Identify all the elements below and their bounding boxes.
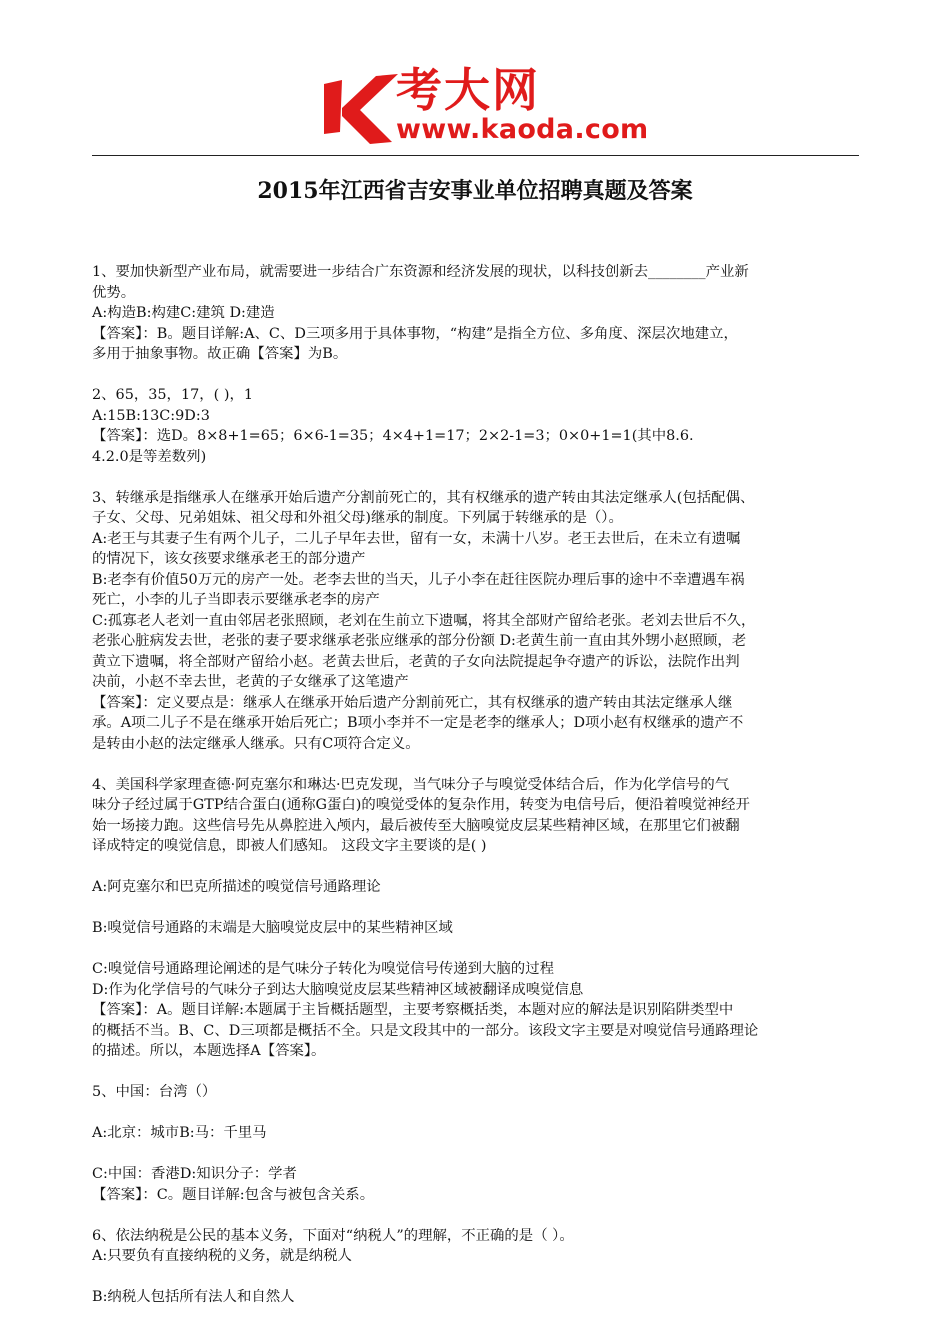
text-line: A:老王与其妻子生有两个儿子，二儿子早年去世，留有一女，未满十八岁。老王去世后，在未立有遗嘱: [92, 530, 741, 547]
text-line: 多用于抽象事物。故正确【答案】为B。: [92, 346, 348, 362]
header-divider: [92, 155, 859, 156]
text-line: A:15B:13C:9D:3: [92, 407, 210, 424]
text-line: 优势。: [92, 284, 136, 301]
text-line: C:嗅觉信号通路理论阐述的是气味分子转化为嗅觉信号传递到大脑的过程: [92, 961, 554, 977]
text-line: 【答案】：选D。8×8+1=65；6×6-1=35；4×4+1=17；2×2-1=3；0×0+1=1(其中8.6.: [92, 428, 694, 444]
text-line: 死亡，小李的儿子当即表示要继承老李的房产: [92, 592, 380, 608]
text-line: 【答案】：B。题目详解:A、C、D三项多用于具体事物，“构建”是指全方位、多角度、深层次地建立，: [92, 325, 738, 342]
text-line: A:只要负有直接纳税的义务，就是纳税人: [92, 1248, 352, 1264]
blank-line: [92, 1205, 862, 1226]
text-line: 子女、父母、兄弟姐妹、祖父母和外祖父母)继承的制度。下列属于转继承的是（）。: [92, 510, 623, 526]
text-line: B:老李有价值50万元的房产一处。老李去世的当天，儿子小李在赶往医院办理后事的途中不幸遭遇车祸: [92, 571, 745, 588]
text-line: 的情况下，该女孩要求继承老王的部分遗产: [92, 551, 366, 567]
text-line: 承。A项二儿子不是在继承开始后死亡；B项小李并不一定是老李的继承人；D项小赵有权继承的遗产不: [92, 715, 744, 731]
text-line: 黄立下遗嘱，将全部财产留给小赵。老黄去世后，老黄的子女向法院提起争夺遗产的诉讼，法院作出判: [92, 653, 740, 670]
blank-line: [92, 1103, 862, 1124]
logo-url-text: www.kaoda.com: [396, 114, 649, 145]
text-line: B:纳税人包括所有法人和自然人: [92, 1289, 295, 1305]
blank-line: [92, 1144, 862, 1165]
text-line: 译成特定的嗅觉信息，即被人们感知。 这段文字主要谈的是( ): [92, 838, 487, 854]
text-line: 6、依法纳税是公民的基本义务，下面对“纳税人”的理解，不正确的是（ ）。: [92, 1227, 574, 1244]
text-line: 老张心脏病发去世，老张的妻子要求继承老张应继承的部分份额 D:老黄生前一直由其外甥小赵照顾，老: [92, 633, 747, 649]
text-line: A:构造B:构建C:建筑 D:建造: [92, 305, 275, 321]
text-line: 4.2.0是等差数列): [92, 448, 207, 465]
text-line: 【答案】：定义要点是：继承人在继承开始后遗产分割前死亡，其有权继承的遗产转由其法定继承人继: [92, 694, 733, 711]
blank-line: [92, 754, 862, 775]
blank-line: [92, 467, 862, 488]
document-body: [92, 262, 862, 1308]
blank-line: [92, 898, 862, 919]
blank-line: [92, 857, 862, 878]
text-line: 3、转继承是指继承人在继承开始后遗产分割前死亡的，其有权继承的遗产转由其法定继承人(包括配偶、: [92, 489, 755, 506]
text-line: 是转由小赵的法定继承人继承。只有C项符合定义。: [92, 735, 420, 752]
logo-chinese-text: 考大网: [396, 63, 540, 117]
k-logo-icon: [318, 62, 408, 148]
text-line: A:北京：城市B:马：千里马: [92, 1125, 267, 1141]
text-line: 的描述。所以，本题选择A【答案】。: [92, 1043, 326, 1059]
text-line: 决前，小赵不幸去世，老黄的子女继承了这笔遗产: [92, 674, 409, 690]
text-line: 【答案】：A。题目详解:本题属于主旨概括题型，主要考察概括类，本题对应的解法是识别陷阱类型中: [92, 1002, 734, 1018]
text-line: 味分子经过属于GTP结合蛋白(通称G蛋白)的嗅觉受体的复杂作用，转变为电信号后，便沿着嗅觉神经开: [92, 797, 750, 813]
text-line: 2、65，35，17，( )，1: [92, 387, 254, 403]
blank-line: [92, 939, 862, 960]
text-line: 的概括不当。B、C、D三项都是概括不全。只是文段其中的一部分。该段文字主要是对嗅觉信号通路理论: [92, 1022, 759, 1039]
text-line: A:阿克塞尔和巴克所描述的嗅觉信号通路理论: [92, 879, 381, 895]
text-line: D:作为化学信号的气味分子到达大脑嗅觉皮层某些精神区域被翻译成嗅觉信息: [92, 981, 584, 998]
text-line: 5、中国：台湾（）: [92, 1084, 217, 1100]
text-line: B:嗅觉信号通路的末端是大脑嗅觉皮层中的某些精神区域: [92, 920, 453, 936]
blank-line: [92, 1267, 862, 1288]
text-line: 1、要加快新型产业布局，就需要进一步结合广东资源和经济发展的现状，以科技创新去________产业新: [92, 264, 749, 280]
blank-line: [92, 1062, 862, 1083]
text-line: 始一场接力跑。这些信号先从鼻腔进入颅内，最后被传至大脑嗅觉皮层某些精神区域，在那里它们被翻: [92, 817, 740, 834]
text-line: C:孤寡老人老刘一直由邻居老张照顾，老刘在生前立下遗嘱，将其全部财产留给老张。老刘去世后不久，: [92, 612, 756, 629]
text-line: 【答案】：C。题目详解:包含与被包含关系。: [92, 1186, 375, 1203]
text-line: 4、美国科学家理查德·阿克塞尔和琳达·巴克发现，当气味分子与嗅觉受体结合后，作为化学信号的气: [92, 776, 730, 793]
site-logo[interactable]: [318, 62, 648, 148]
text-line: C:中国：香港D:知识分子：学者: [92, 1166, 297, 1182]
document-title: 2015年江西省吉安事业单位招聘真题及答案: [257, 178, 693, 204]
blank-line: [92, 365, 862, 386]
